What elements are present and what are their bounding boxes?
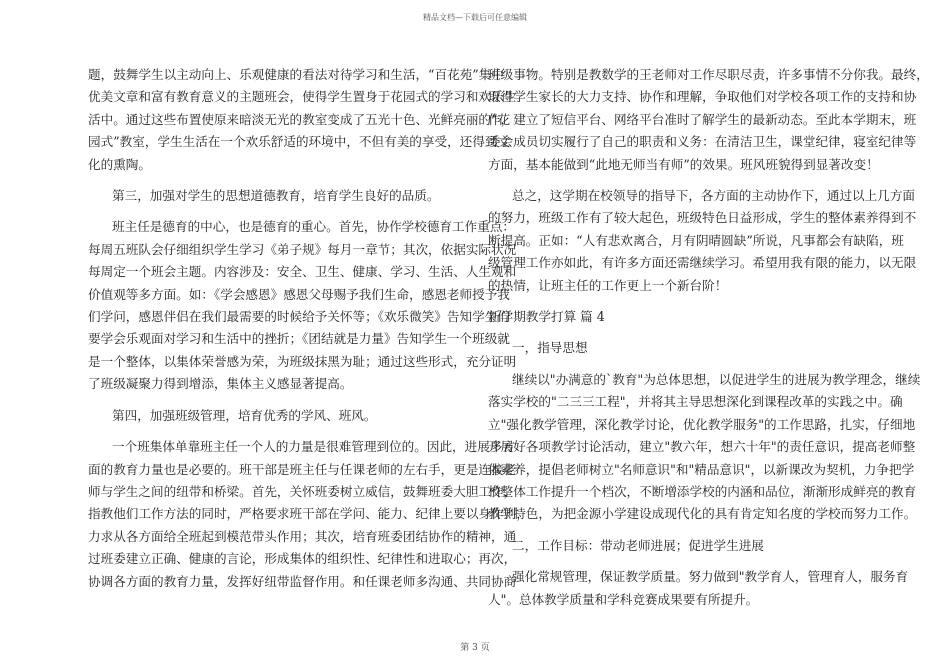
right-column [488,64,929,611]
paragraph-line: 过班委建立正确、健康的言论，形成集体的组织性、纪律性和进取心；再次， [88,551,517,567]
paragraph-line: 人"。总体教学质量和学科竞赛成果要有所提升。 [488,591,759,607]
paragraph-line: 委会成员切实履行了自己的职责和义务：在清洁卫生，课堂纪律，寝室纪律等 [488,134,917,150]
paragraph-line: 强化常规管理，保证教学质量。努力做到"教学育人，管理育人，服务育 [512,569,909,585]
paragraph-line: 活中。通过这些布置使原来暗淡无光的教室变成了五光十色、光鲜亮丽的“花 [88,111,511,127]
paragraph-line: 总之，这学期在校领导的指导下，各方面的主动协作下，通过以上几方面 [512,188,915,204]
paragraph-line: 作，建立了短信平台、网络平台准时了解学生的最新动态。至此本学期末，班 [488,111,917,127]
section-heading: 二，工作目标：带动老师进展；促进学生进展 [512,537,764,553]
paragraph-line: 一个班集体单靠班主任一个人的力量是很难管理到位的。因此，进展多方 [112,439,515,455]
paragraph-line: 题，鼓舞学生以主动向上、乐观健康的看法对待学习和生活，“百花苑”集中 [88,67,504,82]
paragraph-line: 教学特色，为把金源小学建设成现代化的具有肯定知名度的学校而努力工作。 [488,506,917,522]
paragraph-line: 每周定一个班会主题。内容涉及：安全、卫生、健康、学习、生活、人生观和 [88,264,517,280]
section-title: 新学期教学打算 篇 4 [488,309,605,325]
paragraph-line: 化的熏陶。 [88,156,151,172]
paragraph-line: 指教他们工作方法的同时，严格要求班干部在学问、能力、纪律上要以身作则， [88,506,529,522]
paragraph-line: 们学问，感恩伴侣在我们最需要的时候给予关怀等；《欢乐微笑》告知学生们 [88,309,510,325]
paragraph-line: 取得学生家长的大力支持、协作和理解，争取他们对学校各项工作的支持和协 [488,89,917,105]
section-heading: 一，指导思想 [512,340,588,356]
paragraph-line: 的热情，让班主任的工作更上一个新台阶！ [488,277,728,293]
paragraph-line: 立"强化教学管理，深化教学讨论，优化教学服务"的工作思路，扎实，仔细地 [488,416,916,432]
paragraph-line: 继续以"办满意的`教育"为总体思想，以促进学生的进展为教学理念，继续 [512,371,921,387]
paragraph-line: 的努力，班级工作有了较大起色，班级特色日益形成，学生的整体素养得到不 [488,210,917,226]
paragraph-line: 面的教育力量也是必要的。班干部是班主任与任课老师的左右手，更是连接老 [88,461,517,477]
paragraph-line: 方面，基本能做到“此地无师当有师”的效果。班风班貌得到显著改变！ [488,156,879,172]
paragraph-line: 价值观等多方面。如：《学会感恩》感恩父母赐予我们生命，感恩老师授予我 [88,286,510,302]
paragraph-line: 力求从各方面给全班起到模范带头作用；其次，培育班委团结协作的精神，通 [88,528,517,544]
paragraph-line: 班级事物。特别是教数学的王老师对工作尽职尽责，许多事情不分你我。最终， [488,67,929,82]
paragraph-line: 要学会乐观面对学习和生活中的挫折；《团结就是力量》告知学生一个班级就 [88,331,510,347]
paragraph-line: 每周五班队会仔细组织学生学习《弟子规》每月一章节；其次，依据实际状况 [88,241,517,257]
paragraph-line: 级管理工作亦如此，有许多方面还需继续学习。希望用我有限的能力，以无限 [488,255,917,271]
paragraph-line: 开展好各项教学讨论活动，建立"教六年，想六十年"的责任意识，提高老师整 [488,439,916,455]
page-header: 精品文档—下载后可任意编辑 [423,13,527,22]
paragraph-line: 落实学校的"二三三工程"，并将其主导思想深化到课程改革的实践之中。确 [488,394,903,410]
paragraph-line: 是一个整体，以集体荣誉感为荣，为班级抹黑为耻；通过这些形式，充分证明 [88,353,517,369]
paragraph-line: 断提高。正如：“人有悲欢离合，月有阴晴圆缺”所说，凡事都会有缺陷，班 [488,232,904,248]
section-heading: 第三，加强对学生的思想道德教育，培育学生良好的品质。 [112,188,440,204]
left-column [88,64,529,593]
paragraph-line: 协调各方面的教育力量，发挥好纽带监督作用。和任课老师多沟通、共同协商 [88,573,517,589]
paragraph-line: 班主任是德育的中心，也是德育的重心。首先，协作学校德育工作重点： [112,219,515,235]
paragraph-line: 园式”教室，学生生活在一个欢乐舒适的环境中，不但有美的享受，还得到文 [88,134,511,150]
paragraph-line: 师与学生之间的纽带和桥梁。首先，关怀班委树立威信，鼓舞班委大胆工作， [88,483,517,499]
page-number: 第 3 页 [460,643,490,653]
paragraph-line: 了班级凝聚力得到增添，集体主义感显著提高。 [88,376,353,392]
section-heading: 第四，加强班级管理，培育优秀的学风、班风。 [112,407,377,423]
paragraph-line: 校整体工作提升一个档次，不断增添学校的内涵和品位，渐渐形成鲜亮的教育 [488,483,917,499]
paragraph-line: 优美文章和富有教育意义的主题班会，使得学生置身于花园式的学习和欢乐生 [88,89,517,105]
paragraph-line: 体素养，提倡老师树立"名师意识"和"精品意识"，以新课改为契机，力争把学 [488,461,915,477]
